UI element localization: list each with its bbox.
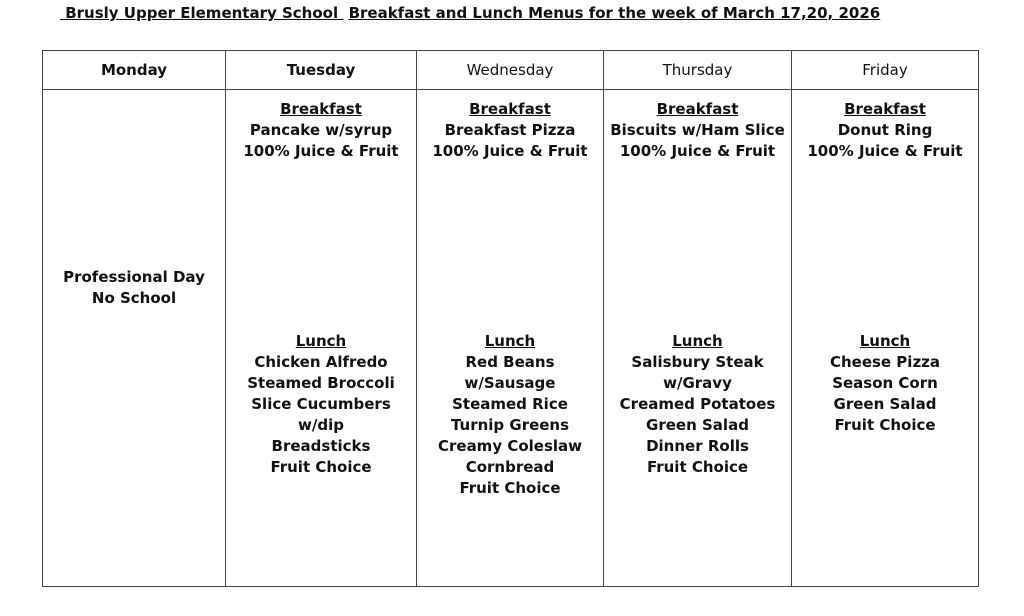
menu-item: Fruit Choice [646, 458, 749, 476]
menu-item: w/Gravy [663, 374, 732, 392]
breakfast-heading: Breakfast [656, 100, 739, 118]
menu-week-title: Breakfast and Lunch Menus for the week of March 17,20, 2026 [348, 4, 881, 22]
menu-item: Slice Cucumbers [251, 395, 391, 413]
menu-row [43, 90, 979, 587]
breakfast-section [417, 99, 603, 162]
menu-item: Steamed Rice [452, 395, 568, 413]
menu-item: Breakfast Pizza [444, 121, 576, 139]
menu-item: Biscuits w/Ham Slice [610, 121, 785, 139]
menu-item: Fruit Choice [459, 479, 561, 497]
breakfast-section [226, 99, 416, 162]
menu-item: Chicken Alfredo [254, 353, 388, 371]
menu-item: Fruit Choice [270, 458, 372, 476]
day-header-wednesday: Wednesday [417, 51, 604, 90]
lunch-heading: Lunch [672, 332, 723, 350]
menu-item: Green Salad [646, 416, 749, 434]
header-row [43, 51, 979, 90]
wednesday-cell [417, 90, 604, 587]
menu-item: Donut Ring [837, 121, 933, 139]
menu-item: 100% Juice & Fruit [432, 142, 588, 160]
menu-item: Salisbury Steak [631, 353, 764, 371]
menu-item: Creamed Potatoes [619, 395, 776, 413]
lunch-section [417, 331, 603, 499]
day-header-thursday: Thursday [604, 51, 792, 90]
breakfast-section [604, 99, 791, 162]
breakfast-heading: Breakfast [844, 100, 926, 118]
menu-item: Red Beans [465, 353, 555, 371]
menu-item: 100% Juice & Fruit [807, 142, 963, 160]
breakfast-heading: Breakfast [469, 100, 551, 118]
menu-item: Steamed Broccoli [247, 374, 395, 392]
menu-item: Green Salad [833, 395, 937, 413]
menu-item: Cheese Pizza [829, 353, 941, 371]
lunch-heading: Lunch [295, 332, 347, 350]
lunch-heading: Lunch [484, 332, 536, 350]
menu-item: w/Sausage [464, 374, 556, 392]
school-name: Brusly Upper Elementary School [60, 4, 344, 22]
menu-item: Fruit Choice [834, 416, 936, 434]
menu-item: w/dip [298, 416, 344, 434]
menu-item: Season Corn [832, 374, 938, 392]
menu-item: 100% Juice & Fruit [243, 142, 399, 160]
menu-item: Turnip Greens [450, 416, 570, 434]
day-header-tuesday: Tuesday [226, 51, 417, 90]
thursday-cell [604, 90, 792, 587]
menu-item: Pancake w/syrup [249, 121, 393, 139]
lunch-section [604, 331, 791, 478]
monday-cell [43, 90, 226, 587]
day-header-monday: Monday [43, 51, 226, 90]
menu-item: 100% Juice & Fruit [619, 142, 776, 160]
breakfast-section [792, 99, 978, 162]
lunch-heading: Lunch [859, 332, 911, 350]
breakfast-heading: Breakfast [280, 100, 362, 118]
lunch-section [226, 331, 416, 478]
page-title [60, 4, 880, 22]
menu-item: Breadsticks [271, 437, 371, 455]
menu-item: Creamy Coleslaw [437, 437, 582, 455]
monday-note [43, 267, 225, 309]
menu-item: Cornbread [465, 458, 555, 476]
day-header-friday: Friday [792, 51, 979, 90]
lunch-section [792, 331, 978, 436]
menu-item: Dinner Rolls [646, 437, 749, 455]
friday-cell [792, 90, 979, 587]
tuesday-cell [226, 90, 417, 587]
note-line: Professional Day [63, 268, 205, 286]
menu-table [42, 50, 979, 587]
note-line: No School [91, 289, 177, 307]
